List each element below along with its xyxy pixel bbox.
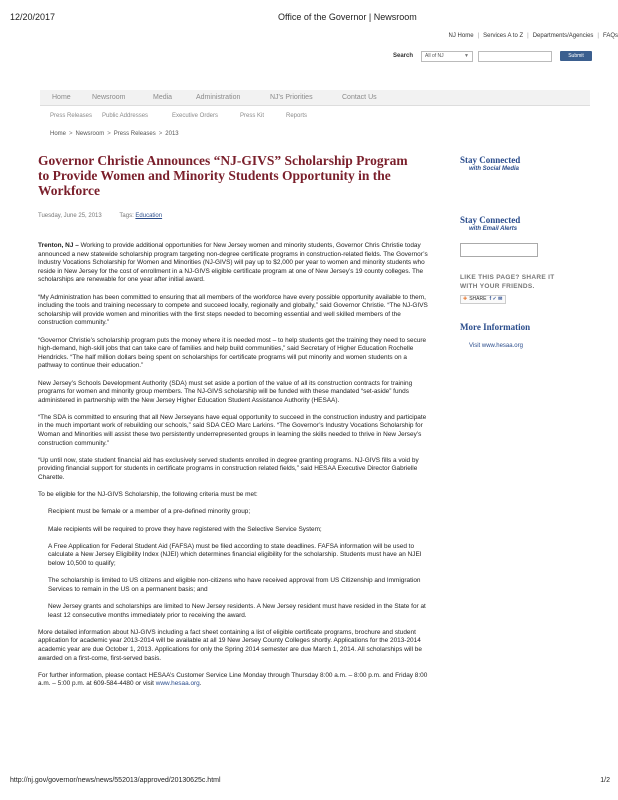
util-separator: |	[477, 33, 480, 39]
social-media-block	[460, 155, 520, 172]
print-page-number: 1/2	[600, 777, 610, 784]
page-title: Governor Christie Announces “NJ-GIVS” Scholarship Program to Provide Women and Minority Students Opportunity in the Workforce	[38, 153, 408, 198]
article-paragraph: To be eligible for the NJ-GIVS Scholarship, the following criteria must be met:	[38, 491, 258, 499]
email-field[interactable]	[460, 243, 538, 257]
share-button[interactable]	[460, 295, 506, 304]
nav-media[interactable]: Media	[153, 94, 173, 101]
breadcrumb-separator: >	[69, 131, 73, 137]
hesaa-link[interactable]: www.hesaa.org	[155, 680, 200, 688]
nav-administration[interactable]: Administration	[196, 94, 241, 101]
dateline: Trenton, NJ –	[38, 242, 79, 249]
util-link-departments[interactable]: Departments/Agencies	[532, 33, 594, 39]
tag-education-link[interactable]: Education	[135, 213, 163, 219]
chevron-down-icon: ▼	[464, 53, 469, 59]
subnav-public-addresses[interactable]: Public Addresses	[102, 113, 149, 119]
util-separator: |	[597, 33, 599, 39]
print-document-title: Office of the Governor | Newsroom	[278, 12, 417, 22]
breadcrumb-press-releases[interactable]: Press Releases	[113, 131, 156, 137]
article-paragraph	[38, 242, 430, 285]
social-icons: f ✓ ✉	[489, 296, 503, 302]
email-input-block	[460, 243, 538, 257]
stay-connected-heading: Stay Connected	[460, 215, 521, 225]
print-date: 12/20/2017	[10, 12, 56, 22]
subnav-press-kit[interactable]: Press Kit	[240, 113, 265, 119]
article-body	[38, 242, 430, 697]
util-separator: |	[527, 33, 529, 39]
criteria-item: The scholarship is limited to US citizens and eligible non-citizens who have received approval from US Citizenship and Immigration Services to remain in the US on a permanent basis; and	[48, 577, 421, 593]
article-date: Tuesday, June 25, 2013	[38, 213, 102, 219]
like-text: LIKE THIS PAGE? SHARE IT	[460, 274, 555, 281]
nav-contact-us[interactable]: Contact Us	[342, 94, 377, 101]
paragraph-text: .	[199, 680, 202, 688]
stay-connected-heading: Stay Connected	[460, 155, 521, 165]
criteria-item: A Free Application for Federal Student Aid (FAFSA) must be filed according to state deadlines. FAFSA information will be used to calculate a New Jersey Eligibility Index (NJEI) which determines financial eligibility for the scholarship. Students must have an NJEI below 10,500 to qualify;	[48, 542, 422, 567]
util-link-nj-home[interactable]: NJ Home	[448, 33, 474, 39]
article-paragraph: New Jersey’s Schools Development Authority (SDA) must set aside a portion of the value of all its construction contracts for training programs for women and minority group members. The NJ-GIVS scholarship will be funded with these mandated “set-aside” funds administered in partnership with the New Jersey Higher Education Student Assistance Authority (HESAA).	[38, 379, 413, 404]
article-paragraph: “Governor Christie’s scholarship program puts the money where it is needed most – to help students get the training they need to secure high-demand, high-skill jobs that can take care of families and help build communities,” said Secretary of Higher Education Rochelle Hendricks. “The half million dollars being spent on scholarships for certificate programs will put minority and women students on a pathway to continue their education.”	[38, 336, 427, 370]
search-bar	[393, 51, 618, 63]
nav-home[interactable]: Home	[52, 94, 71, 101]
more-info-heading: More Information	[460, 322, 531, 332]
article-meta	[38, 213, 162, 219]
util-link-faqs[interactable]: FAQs	[602, 33, 618, 39]
main-nav	[40, 90, 590, 106]
article-paragraph: “Up until now, state student financial aid has exclusively served students enrolled in degree granting programs. NJ-GIVS fills a void by providing financial support for students in certificate programs in construction related fields,” said HESAA Executive Director Gabrielle Charette.	[38, 456, 419, 482]
nav-priorities[interactable]: NJ's Priorities	[270, 94, 313, 101]
article-paragraph: “The SDA is committed to ensuring that all New Jerseyans have equal opportunity to succeed in the construction industry and participate in the much important work of rebuilding our schools,” said SDA CEO Marc Larkins. “The Governor’s Industry Vocations Scholarship for Woman and Minorities will assist these two persistently underrepresented groups in learning the skills needed to thrive in New Jersey’s construction community.”	[38, 413, 427, 447]
share-icon: ✚	[463, 296, 468, 302]
criteria-item: New Jersey grants and scholarships are limited to New Jersey residents. A New Jersey resident must have resided in the State for at least 12 consecutive months immediately prior to receiving the award.	[48, 602, 426, 619]
subnav-executive-orders[interactable]: Executive Orders	[172, 113, 219, 119]
breadcrumb-newsroom[interactable]: Newsroom	[75, 131, 105, 137]
paragraph-text: For further information, please contact HESAA’s Customer Service Line Monday through Thursday 8:00 a.m. – 8:00 p.m. and Friday 8:00 a.m. – 5:00 p.m. at 609-584-4480 or visit	[38, 671, 428, 688]
subnav-reports[interactable]: Reports	[286, 113, 308, 119]
social-media-link[interactable]: with Social Media	[469, 166, 520, 172]
tags-label: Tags:	[119, 213, 134, 219]
share-block	[460, 273, 554, 304]
print-url: http://nj.gov/governor/news/news/552013/approved/20130625c.html	[10, 777, 221, 784]
like-text: WITH YOUR FRIENDS.	[460, 283, 535, 290]
search-submit-button[interactable]: Submit	[560, 51, 592, 61]
article-paragraph: “My Administration has been committed to ensuring that all members of the workforce have every possible opportunity available to them, including the tools and training necessary to compete and succeed locally, regionally and globally,” said Governor Christie. “The NJ-GIVS scholarship will provide women and minorities with the first steps needed to becoming essential and well skilled members of the construction community.”	[38, 293, 428, 327]
criteria-list	[38, 508, 430, 620]
subnav-press-releases[interactable]: Press Releases	[50, 113, 93, 119]
visit-hesaa-link[interactable]: Visit www.hesaa.org	[469, 343, 523, 349]
breadcrumb-home[interactable]: Home	[50, 131, 67, 137]
article-paragraph	[38, 672, 430, 689]
criteria-item: Recipient must be female or a member of a pre-defined minority group;	[48, 508, 251, 516]
email-alerts-block	[460, 215, 520, 232]
paragraph-text: Working to provide additional opportunities for New Jersey women and minority students, Governor Chris Christie today announced a new statewide scholarship program targeting non-degree certificate programs in construction-related fields. The Governor’s Industry Vocations Scholarship for Women and Minorities (NJ-GIVS) will pay up to $2,000 per year to women and minority students who reside in New Jersey for the cost of enrollment in a NJ-GIVS eligible certificate program at one of New Jersey’s 19 county colleges. The scholarships are renewable for one year after initial award.	[38, 242, 428, 284]
search-scope-value: All of NJ	[425, 53, 444, 59]
breadcrumb-separator: >	[158, 131, 163, 137]
article-paragraph: More detailed information about NJ-GIVS including a fact sheet containing a list of eligible certificate programs, brochure and student application for academic year 2013-2014 will be available at all 19 New Jersey County Colleges shortly. Applications for the 2013-2014 academic year are due October 1, 2013. Applications for only the Spring 2014 semester are due March 1, 2014. All scholarships will be awarded on a first-come, first-served basis.	[38, 628, 422, 662]
utility-links	[449, 33, 618, 39]
search-scope-select[interactable]	[421, 51, 473, 62]
util-link-services[interactable]: Services A to Z	[483, 33, 524, 39]
share-label: SHARE	[469, 296, 487, 302]
search-input[interactable]	[478, 51, 552, 62]
criteria-item: Male recipients will be required to prove they have registered with the Selective Service System;	[48, 525, 322, 533]
breadcrumb-year[interactable]: 2013	[165, 131, 179, 137]
email-alerts-link[interactable]: with Email Alerts	[469, 226, 518, 232]
breadcrumb	[50, 131, 179, 137]
more-info-block	[460, 322, 530, 349]
breadcrumb-separator: >	[107, 131, 111, 137]
search-label: Search	[393, 53, 414, 59]
nav-newsroom[interactable]: Newsroom	[92, 94, 126, 101]
